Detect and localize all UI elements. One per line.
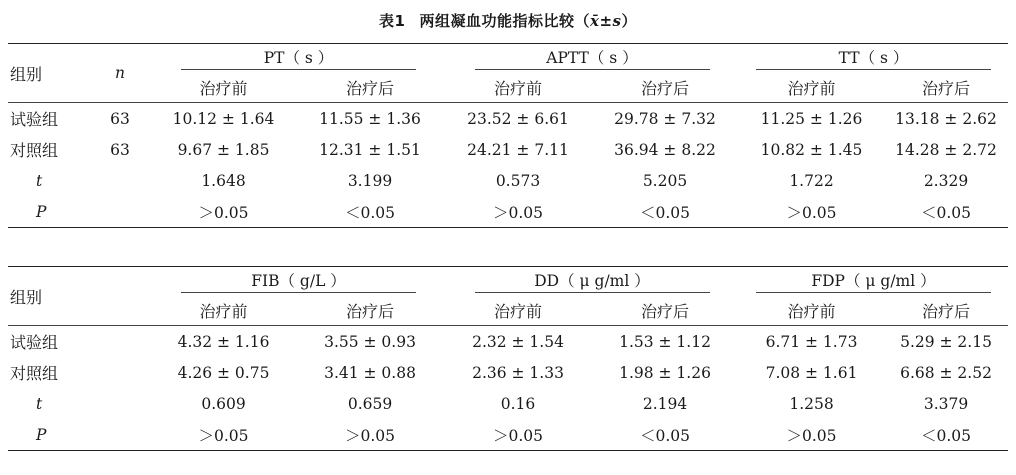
n-cell [88, 165, 152, 196]
tt-group-header [739, 44, 1008, 73]
table-cell: ＞0.05 [492, 203, 543, 222]
table-cell: ＜0.05 [921, 426, 972, 445]
table-cell: 5.205 [642, 171, 688, 190]
table-cell: 2.329 [923, 171, 969, 190]
dd-after-header: 治疗后 [591, 295, 739, 326]
table-cell: ＞0.05 [198, 426, 249, 445]
fib-group-header [152, 267, 445, 296]
table-cell: 1.648 [201, 171, 246, 190]
caption-stat-open: （ [574, 12, 590, 30]
table-cell: 12.31 ± 1.51 [319, 140, 421, 159]
fdp-group-label: FDP（ μ g/ml ） [756, 270, 991, 293]
group-header: 组别 [8, 267, 152, 326]
row-label: t [36, 171, 43, 190]
table-row [8, 103, 1008, 135]
n-cell [88, 196, 152, 228]
table-cell: ＜0.05 [344, 203, 395, 222]
caption-stat-close: ） [621, 12, 637, 30]
table-cell: ＞0.05 [786, 203, 837, 222]
fib-after-header: 治疗后 [295, 295, 445, 326]
table-cell: 23.52 ± 6.61 [467, 109, 569, 128]
pt-group-header [152, 44, 445, 73]
pt-before-header: 治疗前 [152, 72, 295, 103]
fib-before-header: 治疗前 [152, 295, 295, 326]
table-cell: 11.25 ± 1.26 [760, 109, 863, 128]
table-cell: 10.12 ± 1.64 [172, 109, 275, 128]
aptt-after-header: 治疗后 [591, 72, 739, 103]
tt-group-label: TT（ s ） [756, 47, 991, 70]
table-cell: 1.98 ± 1.26 [619, 363, 711, 382]
table-cell: 1.258 [789, 394, 834, 413]
table-cell: 0.573 [495, 171, 541, 190]
table-row [8, 196, 1008, 228]
pt-after-header: 治疗后 [295, 72, 445, 103]
table-cell: ＞0.05 [493, 426, 544, 445]
table-cell: 9.67 ± 1.85 [177, 140, 270, 159]
coagulation-table-1 [8, 43, 1008, 228]
table2-group-header-row [8, 267, 1008, 296]
table2-subheader-row [8, 295, 1008, 326]
n-header: n [88, 44, 152, 103]
table-cell: 0.16 [500, 394, 536, 413]
table-cell: ＜0.05 [639, 203, 690, 222]
table-cell: 4.32 ± 1.16 [177, 332, 270, 351]
table-row [8, 165, 1008, 196]
table-cell: 1.53 ± 1.12 [619, 332, 711, 351]
row-label: 对照组 [10, 364, 59, 383]
table-cell: 2.32 ± 1.54 [472, 332, 564, 351]
table-cell: 29.78 ± 7.32 [614, 109, 716, 128]
table-cell: 1.722 [789, 171, 834, 190]
pt-group-label: PT（ s ） [181, 47, 416, 70]
fdp-group-header [739, 267, 1008, 296]
table-cell: 0.659 [347, 394, 393, 413]
table-cell: ＞0.05 [786, 426, 837, 445]
dd-before-header: 治疗前 [445, 295, 591, 326]
tt-before-header: 治疗前 [739, 72, 884, 103]
fdp-before-header: 治疗前 [739, 295, 884, 326]
table-cell: 7.08 ± 1.61 [765, 363, 858, 382]
table1-group-header-row [8, 44, 1008, 73]
table-cell: 6.71 ± 1.73 [765, 332, 858, 351]
table-row [8, 326, 1008, 358]
group-header: 组别 [8, 44, 88, 103]
table-cell: 3.55 ± 0.93 [324, 332, 416, 351]
row-label: P [36, 425, 47, 444]
table-cell: 0.609 [201, 394, 246, 413]
caption-label: 表1 [379, 12, 406, 30]
table-cell: ＞0.05 [198, 203, 249, 222]
table-cell: ＞0.05 [345, 426, 396, 445]
table-cell: 2.36 ± 1.33 [472, 363, 564, 382]
table-row [8, 388, 1008, 419]
fdp-after-header: 治疗后 [884, 295, 1008, 326]
table-cell: 36.94 ± 8.22 [614, 140, 716, 159]
table-cell: 24.21 ± 7.11 [467, 140, 569, 159]
table-cell: ＜0.05 [640, 426, 691, 445]
row-label: 对照组 [10, 141, 59, 160]
table-cell: 3.199 [347, 171, 393, 190]
table-cell: 13.18 ± 2.62 [895, 109, 997, 128]
table-cell: 4.26 ± 0.75 [177, 363, 270, 382]
table-cell: 11.55 ± 1.36 [319, 109, 421, 128]
table-cell: 2.194 [642, 394, 688, 413]
table-cell: 3.41 ± 0.88 [324, 363, 416, 382]
row-label: 试验组 [10, 110, 59, 129]
aptt-before-header: 治疗前 [445, 72, 591, 103]
row-label: t [36, 394, 43, 413]
aptt-group-label: APTT（ s ） [475, 47, 710, 70]
table-row [8, 357, 1008, 388]
n-cell: 63 [110, 140, 130, 159]
table-cell: 5.29 ± 2.15 [900, 332, 992, 351]
row-label: 试验组 [10, 333, 59, 352]
caption-stat-pm: ± [599, 12, 613, 30]
fib-group-label: FIB（ g/L ） [181, 270, 416, 293]
table-caption [0, 10, 1016, 31]
n-cell: 63 [110, 109, 130, 128]
table-cell: 6.68 ± 2.52 [900, 363, 992, 382]
table-cell: 10.82 ± 1.45 [760, 140, 863, 159]
table-row [8, 419, 1008, 451]
table1-subheader-row [8, 72, 1008, 103]
coagulation-table-2 [8, 266, 1008, 451]
dd-group-label: DD（ μ g/ml ） [475, 270, 710, 293]
caption-stat-xbar: x̄ [589, 12, 600, 30]
tt-after-header: 治疗后 [884, 72, 1008, 103]
row-label: P [36, 202, 47, 221]
aptt-group-header [445, 44, 739, 73]
table-cell: 3.379 [923, 394, 969, 413]
table-row [8, 134, 1008, 165]
caption-title: 两组凝血功能指标比较 [419, 12, 575, 30]
caption-stat-s: s [612, 12, 622, 30]
table-cell: ＜0.05 [920, 203, 971, 222]
dd-group-header [445, 267, 739, 296]
table-cell: 14.28 ± 2.72 [895, 140, 997, 159]
